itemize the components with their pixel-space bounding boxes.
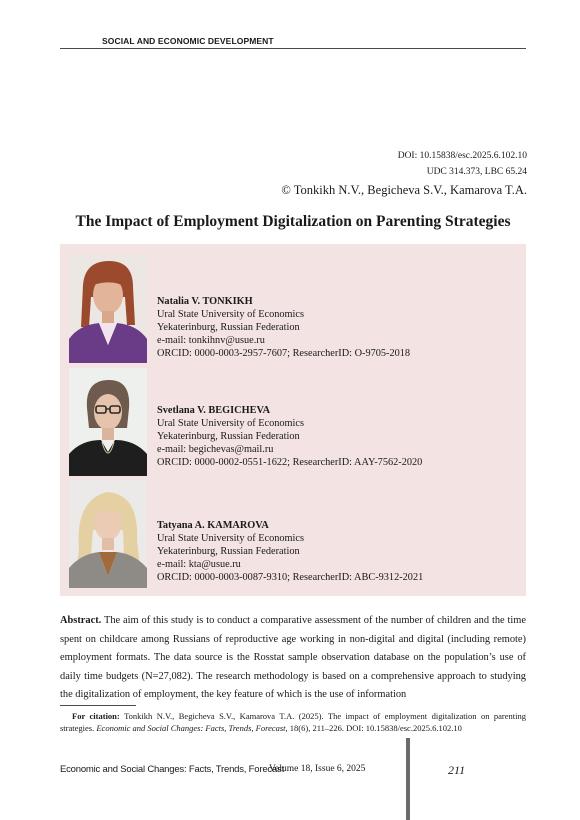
footnote-divider xyxy=(60,705,136,706)
article-title: The Impact of Employment Digitalization on Parenting Strategies xyxy=(75,213,511,230)
author-location: Yekaterinburg, Russian Federation xyxy=(157,321,300,333)
author-photo-kamarova xyxy=(69,480,147,588)
abstract-text: The aim of this study is to conduct a comparative assessment of the number of children and the time spent on childcare among Russians of reproductive age working in non-digital and digital (including remote) employment formats. The data source is the Rosstat sample observation database on the population’s use of daily time budgets (N=27,082). The research methodology is based on a comprehensive approach to studying the digitalization of employment, the key feature of which is the use of information xyxy=(60,615,526,701)
copyright-line: © Tonkikh N.V., Begicheva S.V., Kamarova T.A. xyxy=(281,183,527,197)
udc-classification: UDC 314.373, LBC 65.24 xyxy=(426,167,527,177)
page-number: 211 xyxy=(448,763,466,777)
citation-label: For citation: xyxy=(72,711,120,721)
author-photo-tonkikh xyxy=(69,255,147,363)
header-divider xyxy=(60,48,526,49)
author-ids: ORCID: 0000-0003-0087-9310; ResearcherID: ABC-9312-2021 xyxy=(157,571,424,583)
author-info-begicheva xyxy=(157,405,422,470)
author-ids: ORCID: 0000-0003-2957-7607; ResearcherID: O-9705-2018 xyxy=(157,347,411,359)
abstract xyxy=(60,612,526,705)
abstract-label: Abstract. xyxy=(60,615,102,626)
footer-divider-bar xyxy=(406,738,410,820)
author-email[interactable]: e-mail: begichevas@mail.ru xyxy=(157,443,274,455)
citation-authors: Tonkikh N.V., Begicheva S.V., Kamarova T.A. (2025). The impact of employment digitalization on parenting strategies. xyxy=(60,711,526,733)
citation-details: 18(6), 211–226. DOI: 10.15838/esc.2025.6.102.10 xyxy=(289,722,462,733)
author-location: Yekaterinburg, Russian Federation xyxy=(157,545,300,557)
author-name: Tatyana A. KAMAROVA xyxy=(157,520,269,531)
author-email[interactable]: e-mail: kta@usue.ru xyxy=(157,558,241,570)
author-affiliation: Ural State University of Economics xyxy=(157,532,304,544)
citation-note xyxy=(60,711,526,735)
author-info-tonkikh xyxy=(157,296,410,361)
author-name: Natalia V. TONKIKH xyxy=(157,296,253,307)
citation-journal: Economic and Social Changes: Facts, Trends, Forecast, xyxy=(96,722,288,733)
author-ids: ORCID: 0000-0002-0551-1622; ResearcherID: AAY-7562-2020 xyxy=(157,456,423,468)
section-header: SOCIAL AND ECONOMIC DEVELOPMENT xyxy=(102,36,274,46)
author-name: Svetlana V. BEGICHEVA xyxy=(157,405,271,416)
author-info-kamarova xyxy=(157,520,423,585)
author-photo-begicheva xyxy=(69,368,147,476)
footer-journal-name: Economic and Social Changes: Facts, Trends, Forecast xyxy=(60,764,285,775)
footer-volume: Volume 18, Issue 6, 2025 xyxy=(269,764,366,774)
author-affiliation: Ural State University of Economics xyxy=(157,308,304,320)
doi: DOI: 10.15838/esc.2025.6.102.10 xyxy=(397,151,527,161)
author-affiliation: Ural State University of Economics xyxy=(157,417,304,429)
author-location: Yekaterinburg, Russian Federation xyxy=(157,430,300,442)
author-email[interactable]: e-mail: tonkihnv@usue.ru xyxy=(157,334,265,346)
